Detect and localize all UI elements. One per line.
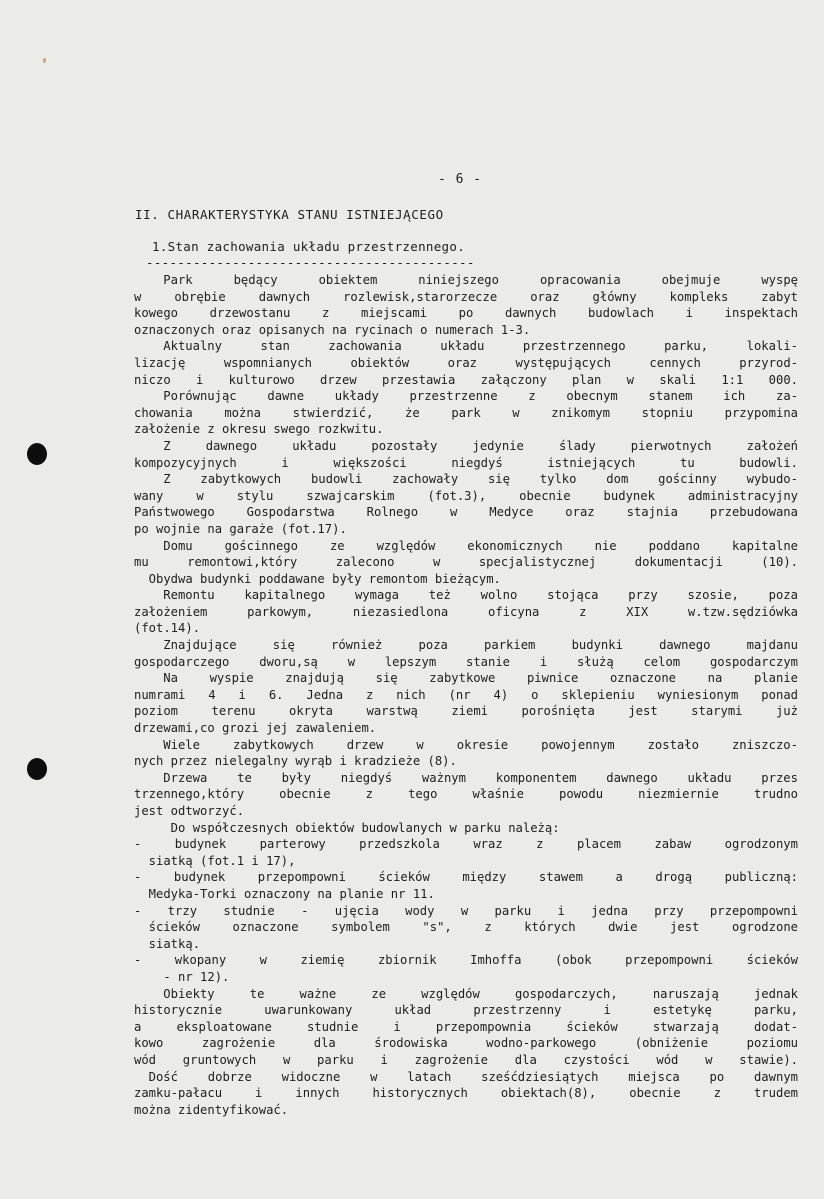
text-line: poziom terenu okryta warstwą ziemi porośnięta jest starymi już: [134, 704, 798, 719]
text-line: chowania można stwierdzić, że park w znikomym stopniu przypomina: [134, 405, 798, 420]
section-title: II. CHARAKTERYSTYKA STANU ISTNIEJĄCEGO: [135, 207, 444, 222]
text-line: wany w stylu szwajcarskim (fot.3), obecnie budynek administracyjny: [134, 488, 798, 503]
text-line: - budynek parterowy przedszkola wraz z placem zabaw ogrodzonym: [134, 837, 798, 852]
text-line: niczo i kulturowo drzew przestawia załączony plan w skali 1:1 000.: [134, 372, 798, 387]
text-line: kowego drzewostanu z miejscami po dawnych budowlach i inspektach: [134, 306, 798, 321]
text-line: Aktualny stan zachowania układu przestrzennego parku, lokali-: [163, 339, 798, 354]
punch-hole-bottom: [27, 758, 47, 780]
text-line: założeniem parkowym, niezasiedlona oficyna z XIX w.tzw.sędziówka: [134, 604, 798, 619]
text-line: oznaczonych oraz opisanych na rycinach o numerach 1-3.: [134, 322, 531, 337]
text-line: Porównując dawne układy przestrzenne z obecnym stanem ich za-: [163, 389, 798, 404]
text-line: numrami 4 i 6. Jedna z nich (nr 4) o sklepieniu wyniesionym ponad: [134, 687, 798, 702]
text-line: Obydwa budynki poddawane były remontom bieżącym.: [134, 571, 501, 586]
text-line: trzennego,który obecnie z tego właśnie powodu niezmiernie trudno: [134, 787, 798, 802]
text-line: Z zabytkowych budowli zachowały się tylko dom gościnny wybudo-: [163, 472, 798, 487]
text-line: Wiele zabytkowych drzew w okresie powojennym zostało zniszczo-: [163, 737, 798, 752]
punch-hole-top: [27, 443, 47, 465]
text-line: można zidentyfikować.: [134, 1102, 289, 1117]
text-line: po wojnie na garaże (fot.17).: [134, 521, 347, 536]
text-line: lizację wspomnianych obiektów oraz występujących cennych przyrod-: [134, 355, 798, 370]
text-line: Drzewa te były niegdyś ważnym komponentem dawnego układu przes: [163, 770, 798, 785]
text-line: historycznie uwarunkowany układ przestrzenny i estetykę parku,: [134, 1003, 798, 1018]
text-line: nych przez nielegalny wyrąb i kradzieże (8).: [134, 754, 457, 769]
text-line: Państwowego Gospodarstwa Rolnego w Medyce oraz stajnia przebudowana: [134, 505, 798, 520]
text-line: zamku-pałacu i innych historycznych obiektach(8), obecnie z trudem: [134, 1086, 798, 1101]
text-line: (fot.14).: [134, 621, 201, 636]
text-line: - nr 12).: [134, 969, 230, 984]
page-number: - 6 -: [438, 172, 483, 187]
text-line: ścieków oznaczone symbolem "s", z których dwie jest ogrodzone: [148, 920, 798, 935]
text-line: drzewami,co grozi jej zawaleniem.: [134, 721, 377, 736]
body-text: [134, 272, 798, 1118]
text-line: wód gruntowych w parku i zagrożenie dla czystości wód w stawie).: [134, 1052, 798, 1067]
text-line: Z dawnego układu pozostały jedynie ślady pierwotnych założeń: [163, 438, 798, 453]
subsection-underline: ------------------------------------------: [146, 255, 475, 270]
text-line: a eksploatowane studnie i przepompownia ścieków stwarzają dodat-: [134, 1019, 798, 1034]
text-line: Znajdujące się również poza parkiem budynki dawnego majdanu: [163, 638, 798, 653]
text-line: Medyka-Torki oznaczony na planie nr 11.: [134, 886, 435, 901]
text-line: siatką.: [134, 936, 201, 951]
text-line: założenie z okresu swego rozkwitu.: [134, 422, 384, 437]
text-line: mu remontowi,który zalecono w specjalistycznej dokumentacji (10).: [134, 555, 798, 570]
text-line: kompozycyjnych i większości niegdyś istniejących tu budowli.: [134, 455, 798, 470]
text-line: w obrębie dawnych rozlewisk,starorzecze oraz główny kompleks zabyt: [134, 289, 798, 304]
text-line: - budynek przepompowni ścieków między stawem a drogą publiczną:: [134, 870, 798, 885]
text-line: Remontu kapitalnego wymaga też wolno stojąca przy szosie, poza: [163, 588, 798, 603]
text-line: jest odtworzyć.: [134, 804, 245, 818]
text-line: Na wyspie znajdują się zabytkowe piwnice oznaczone na planie: [163, 671, 798, 686]
text-line: Domu gościnnego ze względów ekonomicznych nie poddano kapitalne: [163, 538, 798, 553]
subsection-title: 1.Stan zachowania układu przestrzennego.: [152, 239, 466, 254]
text-line: Obiekty te ważne ze względów gospodarczych, naruszają jednak: [163, 986, 798, 1001]
text-line: kowo zagrożenie dla środowiska wodno-parkowego (obniżenie poziomu: [134, 1036, 798, 1051]
text-line: - wkopany w ziemię zbiornik Imhoffa (obok przepompowni ścieków: [134, 953, 798, 968]
text-line: gospodarczego dworu,są w lepszym stanie i służą celom gospodarczym: [134, 654, 798, 669]
text-line: - trzy studnie - ujęcia wody w parku i jedna przy przepompowni: [134, 903, 798, 918]
text-line: Do współczesnych obiektów budowlanych w parku należą:: [134, 820, 560, 835]
text-line: siatką (fot.1 i 17),: [134, 853, 296, 868]
paper-speck: [43, 58, 46, 63]
text-line: Dość dobrze widoczne w latach sześćdziesiątych miejsca po dawnym: [148, 1069, 798, 1084]
text-line: Park będący obiektem niniejszego opracowania obejmuje wyspę: [163, 273, 798, 287]
